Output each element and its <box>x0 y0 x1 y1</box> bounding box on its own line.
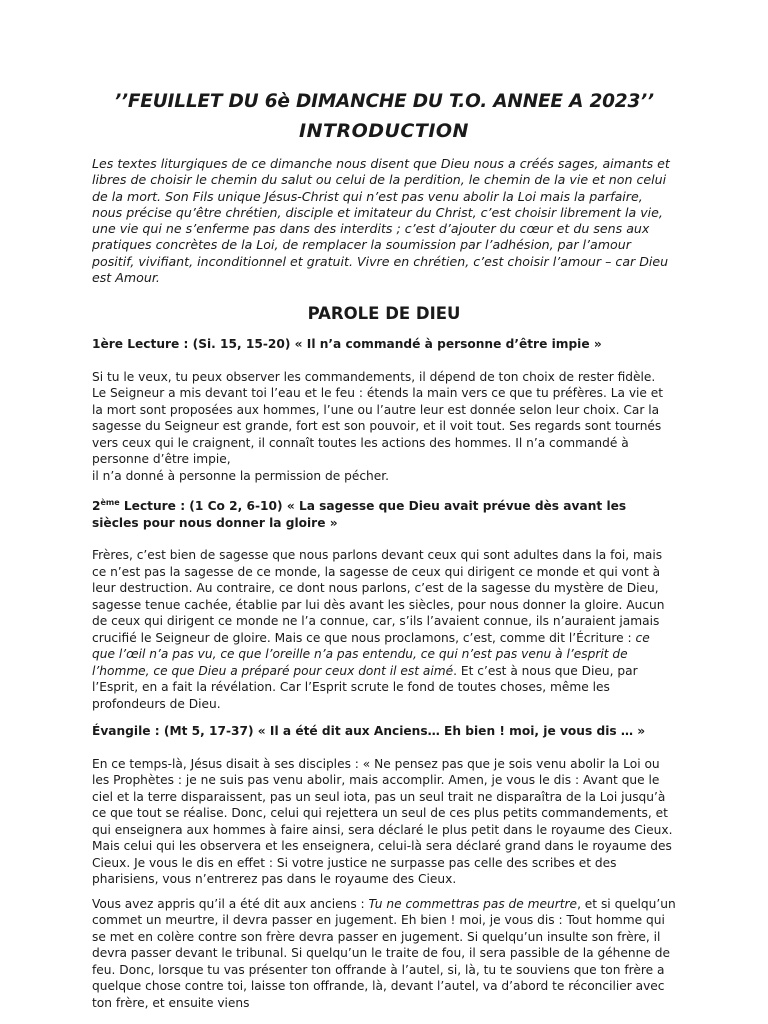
section-heading-parole-de-dieu: PAROLE DE DIEU <box>307 304 461 324</box>
reading1-first-line: Si tu le veux, tu peux observer les commandements, il dépend de ton choix de rester fidèle. <box>92 369 656 384</box>
reading2-scripture-quote: ce que l’œil n’a pas vu, ce que l’oreille n’a pas entendu, ce qui n’est pas venu à l’esprit de l’homme, ce que Dieu a préparé pour ceux dont il est aimé <box>92 630 650 678</box>
reading2-text-after-quote: . Et c’est à nous que Dieu, par l’Esprit, en a fait la révélation. Car l’Esprit scrute le fond de toutes choses, même les profondeurs de Dieu. <box>92 663 638 711</box>
document-content <box>92 88 676 1011</box>
reading2-text-before-quote: Frères, c’est bien de sagesse que nous parlons devant ceux qui sont adultes dans la foi, mais ce n’est pas la sagesse de ce monde, la sagesse de ceux qui dirigent ce monde et qui vont à leur destruction. Au contraire, ce dont nous parlons, c’est de la sagesse du mystère de Dieu, sagesse tenue cachée, établie par lui dès avant les siècles, pour nous donner la gloire. Aucun de ceux qui dirigent ce monde ne l’a connue, car, s’ils l’avaient connue, ils n’auraient jamais crucifié le Seigneur de gloire. Mais ce que nous proclamons, c’est, comme dit l’Écriture : <box>92 548 665 645</box>
gospel-paragraph-2 <box>92 896 676 1012</box>
reading2-ordinal: ème <box>100 498 120 508</box>
reading1-heading: 1ère Lecture : (Si. 15, 15-20) « Il n’a commandé à personne d’être impie » <box>92 337 602 352</box>
gospel-p2-quote: Tu ne commettras pas de meurtre <box>368 896 578 911</box>
reading1-text: Le Seigneur a mis devant toi l’eau et le feu : étends la main vers ce que tu préfères. La vie et la mort sont proposées aux hommes, l’une ou l’autre leur est donnée selon leur choix. Car la sagesse du Seigneur est grande, fort est son pouvoir, et il voit tout. Ses regards sont tournés vers ceux qui le craignent, il connaît toutes les actions des hommes. Il n’a commandé à personne d’être impie, <box>92 386 664 467</box>
gospel-heading: Évangile : (Mt 5, 17-37) « Il a été dit aux Anciens… Eh bien ! moi, je vous dis … » <box>92 724 646 739</box>
introduction-heading: INTRODUCTION <box>299 120 469 142</box>
gospel-p2-before-quote: Vous avez appris qu’il a été dit aux anciens : <box>92 896 369 911</box>
reading1-last-line: il n’a donné à personne la permission de pécher. <box>92 468 390 483</box>
reading2-heading <box>92 495 676 531</box>
gospel-paragraph-1: En ce temps-là, Jésus disait à ses disciples : « Ne pensez pas que je sois venu abolir la Loi ou les Prophètes : je ne suis pas venu abolir, mais accomplir. Amen, je vous le dis : Avant que le ciel et la terre disparaissent, pas un seul iota, pas un seul trait ne disparaîtra de la Loi jusqu’à ce que tout se réalise. Donc, celui qui rejettera un seul de ces plus petits commandements, et qui enseignera aux hommes à faire ainsi, sera déclaré le plus petit dans le royaume des Cieux. Mais celui qui les observera et les enseignera, celui-là sera déclaré grand dans le royaume des Cieux. Je vous le dis en effet : Si votre justice ne surpasse pas celle des scribes et des pharisiens, vous n’entrerez pas dans le royaume des Cieux. <box>92 756 673 887</box>
reading2-text <box>92 547 676 712</box>
introduction-text: Les textes liturgiques de ce dimanche nous disent que Dieu nous a créés sages, aimants et libres de choisir le chemin du salut ou celui de la perdition, le chemin de la vie et non celui de la mort. Son Fils unique Jésus-Christ qui n’est pas venu abolir la Loi mais la parfaire, nous précise qu’être chrétien, disciple et imitateur du Christ, c’est choisir librement la vie, une vie qui ne s’enferme pas dans des interdits ; c’est d’ajouter du cœur et du sens aux pratiques concrètes de la Loi, de remplacer la soumission par l’adhésion, par l’amour positif, vivifiant, inconditionnel et gratuit. Vivre en chrétien, c’est choisir l’amour – car Dieu est Amour. <box>92 156 670 286</box>
document-title: ’’FEUILLET DU 6è DIMANCHE DU T.O. ANNEE A 2023’’ <box>114 91 654 112</box>
gospel-p2-after-quote: , et si quelqu’un commet un meurtre, il devra passer en jugement. Eh bien ! moi, je vous dis : Tout homme qui se met en colère contre son frère devra passer en jugement. Si quelqu’un insulte son frère, il devra passer devant le tribunal. Si quelqu’un le traite de fou, il sera passible de la géhenne de feu. Donc, lorsque tu vas présenter ton offrande à l’autel, si, là, tu te souviens que ton frère a quelque chose contre toi, laisse ton offrande, là, devant l’autel, va d’abord te réconcilier avec ton frère, et ensuite viens <box>92 896 676 1010</box>
reading2-number: 2 <box>92 499 101 514</box>
reading2-heading-rest: Lecture : (1 Co 2, 6-10) « La sagesse que Dieu avait prévue dès avant les siècles pour nous donner la gloire » <box>92 499 627 530</box>
